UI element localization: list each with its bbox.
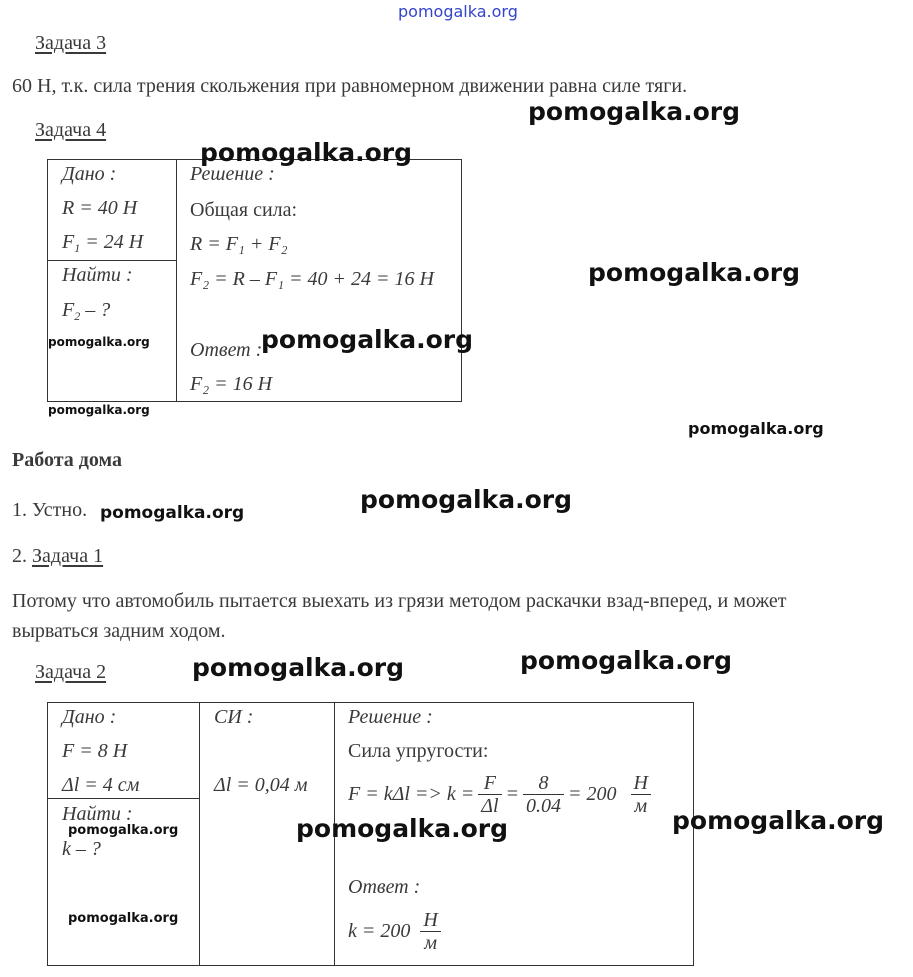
task4-heading: Задача 4	[35, 119, 107, 141]
task2-sol-line-1: Сила упругости:	[348, 740, 489, 762]
task2-given-1: F = 8 Н	[62, 740, 128, 762]
task4-given-label: Дано :	[62, 163, 117, 185]
homework-title: Работа дома	[12, 449, 122, 471]
task4-sol-line-2: R = F₁ + F₂	[190, 233, 288, 255]
task4-given-1: R = 40 Н	[62, 197, 138, 219]
task2-given-label: Дано :	[62, 706, 117, 728]
watermark: pomogalka.org	[68, 823, 179, 838]
task2-solution-label: Решение :	[348, 706, 433, 728]
homework-item1: 1. Устно.	[12, 499, 88, 521]
task3-text: 60 Н, т.к. сила трения скольжения при равномерном движении равна силе тяги.	[12, 75, 688, 97]
task2-find-value: k – ?	[62, 838, 101, 860]
task2-given-2: Δl = 4 см	[62, 774, 140, 796]
watermark: pomogalka.org	[520, 646, 733, 675]
watermark: pomogalka.org	[296, 814, 509, 843]
task2-find-label: Найти :	[62, 803, 133, 825]
watermark: pomogalka.org	[588, 258, 801, 287]
watermark: pomogalka.org	[528, 97, 741, 126]
task4-solution-label: Решение :	[190, 163, 275, 185]
task4-sol-line-1: Общая сила:	[190, 199, 298, 221]
task4-sol-line-3: F₂ = R – F₁ = 40 + 24 = 16 Н	[190, 268, 434, 290]
watermark: pomogalka.org	[100, 503, 245, 523]
task4-answer-value: F₂ = 16 Н	[190, 373, 273, 395]
task2-si-label: СИ :	[214, 706, 254, 728]
watermark: pomogalka.org	[200, 138, 413, 167]
task4-find-label: Найти :	[62, 264, 133, 286]
task4-find: $F_2$ – ?	[62, 299, 111, 323]
task2-heading: Задача 2	[35, 661, 107, 683]
task2-answer-label: Ответ :	[348, 876, 421, 898]
homework-item2-text-1: Потому что автомобиль пытается выехать из грязи методом раскачки взад-вперед, и может	[12, 590, 787, 612]
task2-formula: F = kΔl => k = $\frac{F}{\Delta l}$ = $\frac{8}{0.04}$ = 200 $\frac{Н}{м}$	[348, 772, 651, 817]
watermark: pomogalka.org	[261, 325, 474, 354]
top-watermark: pomogalka.org	[398, 2, 518, 21]
watermark: pomogalka.org	[360, 485, 573, 514]
homework-item2-text-2: вырваться задним ходом.	[12, 620, 226, 642]
watermark: pomogalka.org	[48, 335, 150, 349]
watermark: pomogalka.org	[48, 403, 150, 417]
task4-answer-label: Ответ :	[190, 339, 263, 361]
task2-si-value: Δl = 0,04 м	[214, 774, 308, 796]
task2-answer-value: k = 200 $\frac{Н}{м}$	[348, 909, 441, 954]
watermark: pomogalka.org	[688, 419, 824, 438]
watermark: pomogalka.org	[192, 653, 405, 682]
task3-heading: Задача 3	[35, 32, 107, 54]
watermark: pomogalka.org	[672, 806, 885, 835]
watermark: pomogalka.org	[68, 911, 179, 926]
task4-given-2: $F_1 = 24$ Н	[62, 231, 144, 255]
homework-item2: 2. Задача 1	[12, 545, 104, 567]
